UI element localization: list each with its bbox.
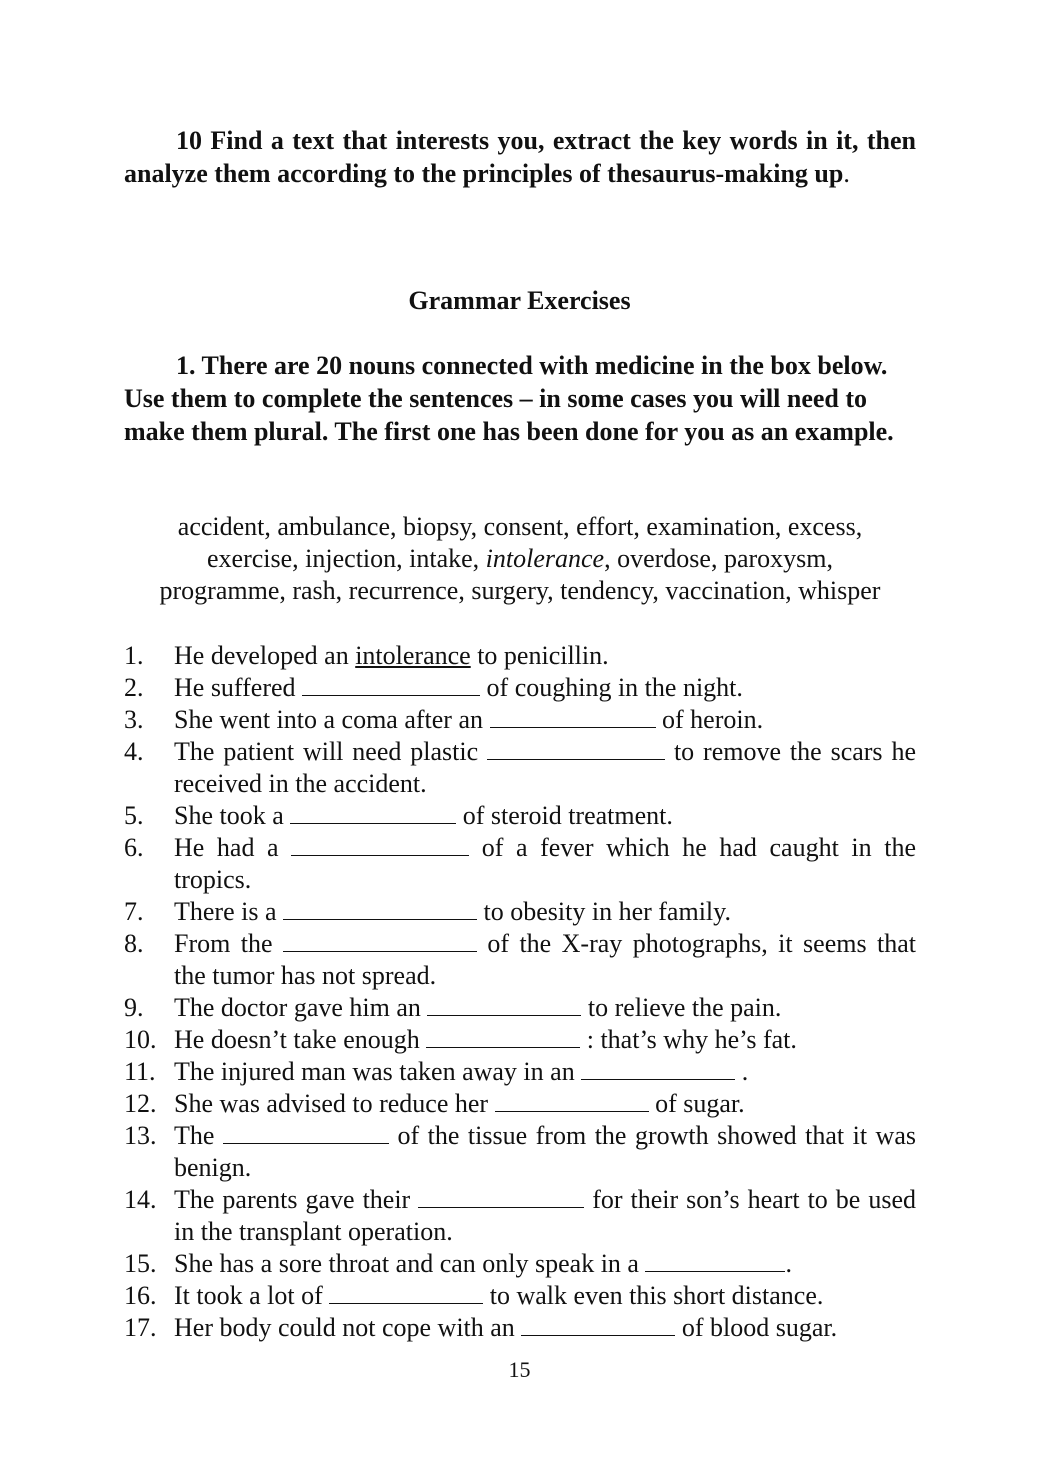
item-number: 6. xyxy=(124,833,144,862)
answer-blank[interactable] xyxy=(223,1121,389,1144)
sentence-text-after: of the X-ray photographs, it seems that the tumor has not spread. xyxy=(174,929,916,990)
word-box-line-2-end: , overdose, paroxysm, xyxy=(604,544,833,573)
sentence-item xyxy=(124,672,916,704)
sentence-item xyxy=(124,1024,916,1056)
sentence-text-before: He doesn’t take enough xyxy=(174,1025,427,1054)
sentence-text-after: of the tissue from the growth showed that it was benign. xyxy=(174,1121,916,1182)
sentence-text-before: There is a xyxy=(174,897,284,926)
item-number: 16. xyxy=(124,1281,157,1310)
task-10-paragraph xyxy=(124,124,916,190)
answer-blank[interactable] xyxy=(581,1057,735,1080)
exercise-sentence-list xyxy=(124,640,916,1344)
item-number: 17. xyxy=(124,1313,157,1342)
item-number: 11. xyxy=(124,1057,156,1086)
sentence-item xyxy=(124,1120,916,1184)
sentence-item xyxy=(124,640,916,672)
sentence-item xyxy=(124,1280,916,1312)
sentence-item xyxy=(124,736,916,800)
sentence-text-after: to penicillin. xyxy=(470,641,609,670)
answer-blank[interactable] xyxy=(521,1313,675,1336)
item-number: 7. xyxy=(124,897,144,926)
item-number: 13. xyxy=(124,1121,157,1150)
sentence-text-after: of a fever which he had caught in the tropics. xyxy=(174,833,916,894)
sentence-text-before: The xyxy=(174,1121,223,1150)
item-number: 4. xyxy=(124,737,144,766)
item-number: 15. xyxy=(124,1249,157,1278)
page-number: 15 xyxy=(508,1357,531,1382)
sentence-text-after: . xyxy=(735,1057,749,1086)
word-box-line-1: accident, ambulance, biopsy, consent, effort, examination, excess, xyxy=(177,512,863,541)
item-number: 5. xyxy=(124,801,144,830)
sentence-text-before: The parents gave their xyxy=(174,1185,419,1214)
sentence-item xyxy=(124,992,916,1024)
word-box-italic-word: intolerance xyxy=(485,544,605,573)
answer-blank[interactable] xyxy=(283,929,477,952)
sentence-text-before: The patient will need plastic xyxy=(174,737,488,766)
answer-blank[interactable] xyxy=(290,801,456,824)
sentence-text-after: of heroin. xyxy=(655,705,764,734)
sentence-item xyxy=(124,832,916,896)
word-box-line-3: programme, rash, recurrence, surgery, tendency, vaccination, whisper xyxy=(159,576,881,605)
sentence-text-after: to relieve the pain. xyxy=(581,993,782,1022)
item-number: 2. xyxy=(124,673,144,702)
sentence-item xyxy=(124,1248,916,1280)
sentence-text-before: She went into a coma after an xyxy=(174,705,490,734)
task-10-text: 10 Find a text that interests you, extract the key words in it, then analyze them according to the principles of thesaurus-making up xyxy=(124,126,916,188)
word-box-line-2 xyxy=(124,543,916,575)
sentence-text-before: He had a xyxy=(174,833,292,862)
answer-blank[interactable] xyxy=(418,1185,584,1208)
item-number: 1. xyxy=(124,641,144,670)
item-number: 14. xyxy=(124,1185,157,1214)
word-box xyxy=(124,511,916,607)
sentence-text-after: of steroid treatment. xyxy=(456,801,673,830)
item-number: 10. xyxy=(124,1025,157,1054)
answer-blank[interactable] xyxy=(645,1249,785,1272)
sentence-item xyxy=(124,1056,916,1088)
sentence-item xyxy=(124,704,916,736)
sentence-text-before: She has a sore throat and can only speak in a xyxy=(174,1249,646,1278)
sentence-text-before: The doctor gave him an xyxy=(174,993,428,1022)
sentence-text-before: Her body could not cope with an xyxy=(174,1313,522,1342)
sentence-text-before: The injured man was taken away in an xyxy=(174,1057,582,1086)
sentence-text-after: : that’s why he’s fat. xyxy=(580,1025,797,1054)
sentence-text-after: to obesity in her family. xyxy=(477,897,731,926)
sentence-text-before: He suffered xyxy=(174,673,303,702)
answer-blank[interactable] xyxy=(329,1281,483,1304)
sentence-text-after: of blood sugar. xyxy=(675,1313,838,1342)
sentence-text-before: She was advised to reduce her xyxy=(174,1089,495,1118)
sentence-item xyxy=(124,928,916,992)
section-title: Grammar Exercises xyxy=(408,286,631,315)
sentence-text-after: for their son’s heart to be used in the transplant operation. xyxy=(174,1185,916,1246)
sentence-text-after: . xyxy=(785,1249,792,1278)
item-number: 8. xyxy=(124,929,144,958)
answer-blank[interactable] xyxy=(427,993,581,1016)
sentence-text-after: of coughing in the night. xyxy=(480,673,743,702)
sentence-text-after: to remove the scars he received in the accident. xyxy=(174,737,916,798)
item-number: 9. xyxy=(124,993,144,1022)
word-box-line-2-start: exercise, injection, intake, xyxy=(207,544,486,573)
answer-blank[interactable] xyxy=(302,673,480,696)
sentence-item xyxy=(124,1312,916,1344)
answer-blank[interactable] xyxy=(487,737,665,760)
sentence-text-before: From the xyxy=(174,929,283,958)
item-number: 3. xyxy=(124,705,144,734)
exercise-1-instruction: 1. There are 20 nouns connected with medicine in the box below. Use them to complete the sentences – in some cases you will need to make them plural. The first one has been done for you as an example. xyxy=(124,351,894,446)
sentence-item xyxy=(124,1088,916,1120)
answer-blank[interactable] xyxy=(426,1025,580,1048)
answer-blank[interactable] xyxy=(495,1089,649,1112)
sentence-item xyxy=(124,896,916,928)
example-answer: intolerance xyxy=(355,641,471,670)
item-number: 12. xyxy=(124,1089,157,1118)
answer-blank[interactable] xyxy=(283,897,477,920)
sentence-text-after: of sugar. xyxy=(648,1089,745,1118)
sentence-text-before: He developed an xyxy=(174,641,356,670)
sentence-text-before: It took a lot of xyxy=(174,1281,330,1310)
sentence-text-before: She took a xyxy=(174,801,291,830)
sentence-item xyxy=(124,800,916,832)
sentence-text-after: to walk even this short distance. xyxy=(483,1281,824,1310)
sentence-item xyxy=(124,1184,916,1248)
answer-blank[interactable] xyxy=(291,833,469,856)
task-10-tail: . xyxy=(843,159,850,188)
answer-blank[interactable] xyxy=(490,705,656,728)
